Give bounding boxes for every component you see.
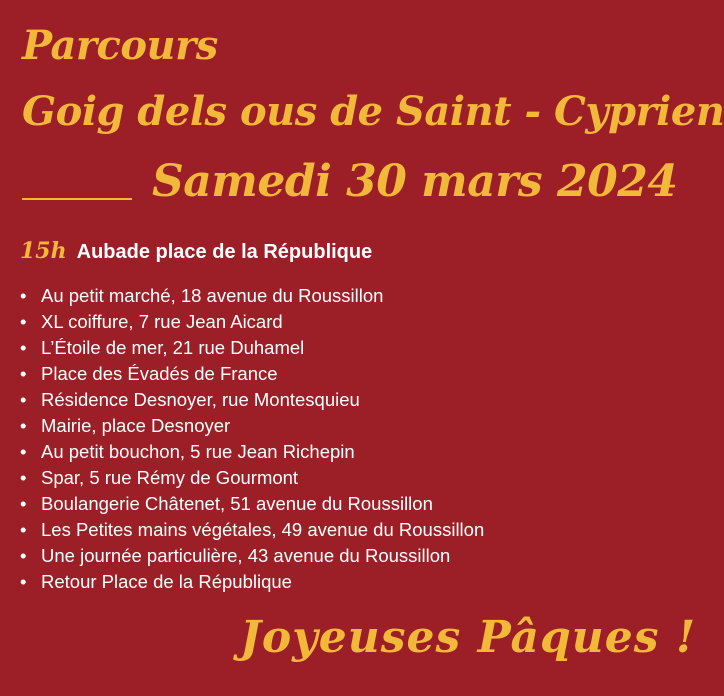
stop-label: XL coiffure, 7 rue Jean Aicard (41, 311, 283, 332)
list-item (20, 413, 484, 439)
start-time: 15h (20, 238, 67, 264)
bullet-icon: • (20, 545, 27, 566)
list-item (20, 465, 484, 491)
start-label: Aubade place de la République (76, 241, 373, 263)
list-item (20, 543, 484, 569)
stop-label: Spar, 5 rue Rémy de Gourmont (41, 467, 299, 488)
list-item (20, 491, 484, 517)
list-item (20, 387, 484, 413)
stop-label: Résidence Desnoyer, rue Montesquieu (41, 389, 360, 410)
stop-label: Retour Place de la République (41, 571, 292, 592)
bullet-icon: • (20, 337, 27, 358)
stop-label: Place des Évadés de France (41, 363, 278, 384)
stop-label: Les Petites mains végétales, 49 avenue du Roussillon (41, 519, 485, 540)
list-item (20, 361, 484, 387)
bullet-icon: • (20, 311, 27, 332)
list-item (20, 569, 484, 595)
list-item (20, 309, 484, 335)
list-item (20, 439, 484, 465)
start-row (20, 238, 372, 264)
bullet-icon: • (20, 441, 27, 462)
decorative-rule (22, 198, 132, 200)
stop-label: L’Étoile de mer, 21 rue Duhamel (41, 337, 305, 358)
title-parcours: Parcours (22, 22, 218, 69)
title-date: Samedi 30 mars 2024 (152, 156, 678, 207)
stop-label: Une journée particulière, 43 avenue du Roussillon (41, 545, 451, 566)
bullet-icon: • (20, 467, 27, 488)
stop-label: Boulangerie Châtenet, 51 avenue du Roussillon (41, 493, 433, 514)
easter-greeting: Joyeuses Pâques ! (240, 612, 697, 663)
list-item (20, 283, 484, 309)
bullet-icon: • (20, 415, 27, 436)
bullet-icon: • (20, 519, 27, 540)
stop-label: Mairie, place Desnoyer (41, 415, 231, 436)
stop-label: Au petit marché, 18 avenue du Roussillon (41, 285, 384, 306)
bullet-icon: • (20, 363, 27, 384)
bullet-icon: • (20, 389, 27, 410)
stop-label: Au petit bouchon, 5 rue Jean Richepin (41, 441, 355, 462)
bullet-icon: • (20, 285, 27, 306)
title-event-name: Goig dels ous de Saint - Cyprien (22, 88, 724, 135)
stops-list (20, 283, 484, 595)
list-item (20, 335, 484, 361)
list-item (20, 517, 484, 543)
bullet-icon: • (20, 493, 27, 514)
bullet-icon: • (20, 571, 27, 592)
